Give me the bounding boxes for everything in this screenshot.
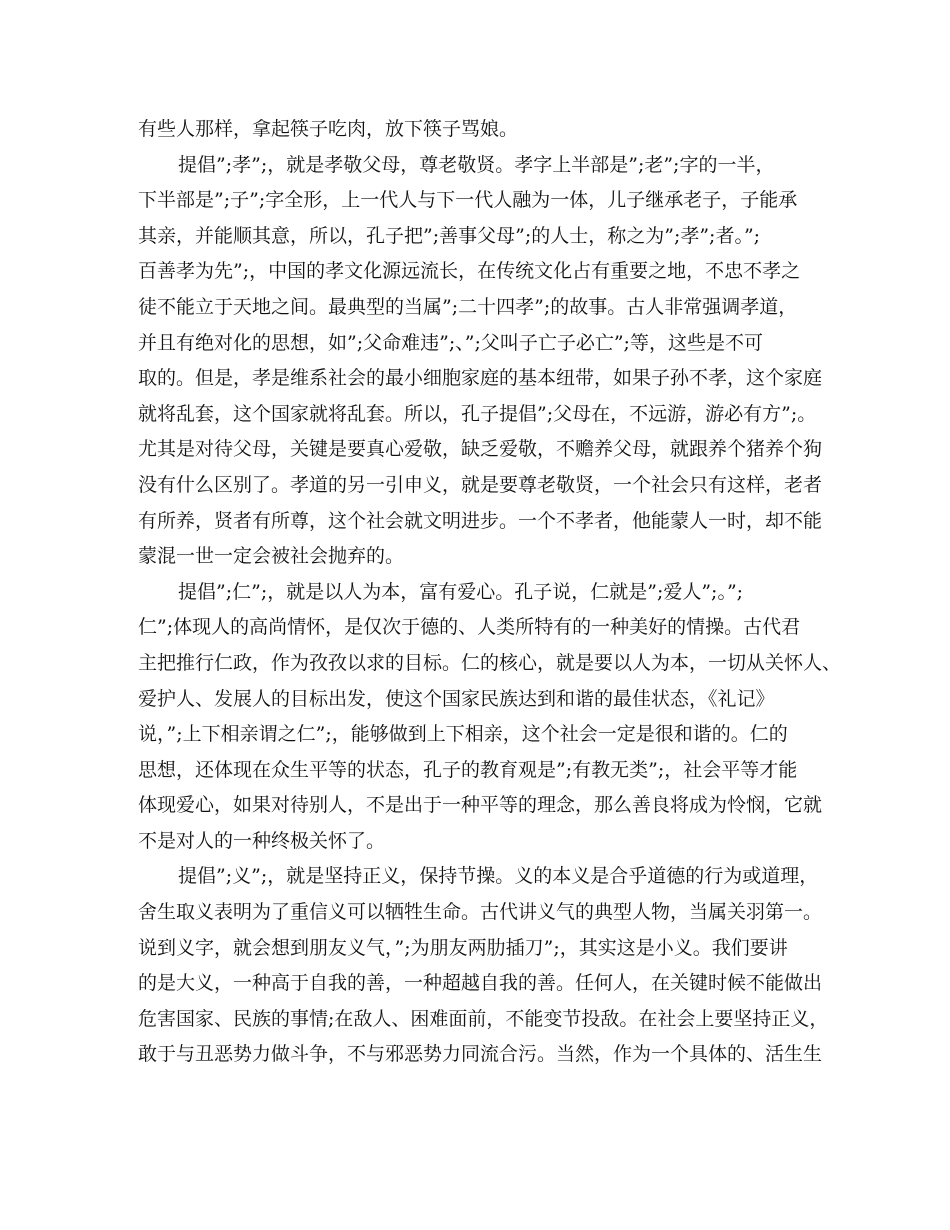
text-line: 没有什么区别了。孝道的另一引申义，就是要尊老敬贤，一个社会只有这样，老者 [138, 473, 823, 496]
paragraph [138, 148, 823, 575]
text-line: 尤其是对待父母，关键是要真心爱敬，缺乏爱敬，不赡养父母，就跟养个猪养个狗 [138, 438, 823, 461]
text-line: 的是大义，一种高于自我的善，一种超越自我的善。任何人，在关键时候不能做出 [138, 972, 823, 995]
text-line: 敢于与丑恶势力做斗争，不与邪恶势力同流合污。当然，作为一个具体的、活生生 [138, 1043, 823, 1066]
text-line: 仁”;体现人的高尚情怀，是仅次于德的、人类所特有的一种美好的情操。古代君 [138, 616, 801, 639]
text-line: 百善孝为先”;，中国的孝文化源远流长，在传统文化占有重要之地，不忠不孝之 [138, 260, 801, 283]
text-line: 说，”;上下相亲谓之仁”;，能够做到上下相亲，这个社会一定是很和谐的。仁的 [138, 723, 788, 746]
text-line: 取的。但是，孝是维系社会的最小细胞家庭的基本纽带，如果子孙不孝，这个家庭 [138, 367, 823, 390]
text-line: 提倡”;孝”;，就是孝敬父母，尊老敬贤。孝字上半部是”;老”;字的一半， [178, 153, 775, 176]
text-line: 提倡”;义”;，就是坚持正义，保持节操。义的本义是合乎道德的行为或道理， [178, 865, 819, 888]
text-line: 有所养，贤者有所尊，这个社会就文明进步。一个不孝者，他能蒙人一时，却不能 [138, 509, 823, 532]
paragraph [138, 112, 818, 148]
text-line: 有些人那样，拿起筷子吃肉，放下筷子骂娘。 [138, 118, 519, 140]
text-line: 就将乱套，这个国家就将乱套。所以，孔子提倡”;父母在，不远游，游必有方”;。 [138, 402, 817, 425]
text-line: 徒不能立于天地之间。最典型的当属”;二十四孝”;的故事。古人非常强调孝道， [138, 295, 798, 318]
text-line: 体现爱心，如果对待别人，不是出于一种平等的理念，那么善良将成为怜悯，它就 [138, 794, 823, 817]
text-line: 思想，还体现在众生平等的状态，孔子的教育观是”;有教无类”;，社会平等才能 [138, 758, 798, 781]
text-line: 并且有绝对化的思想，如”;父命难违”;、”;父叫子亡子必亡”;等，这些是不可 [138, 331, 763, 354]
text-line: 蒙混一世一定会被社会抛弃的。 [138, 545, 405, 568]
text-line: 主把推行仁政，作为孜孜以求的目标。仁的核心，就是要以人为本，一切从关怀人、 [138, 651, 842, 674]
text-line: 爱护人、发展人的目标出发，使这个国家民族达到和谐的最佳状态，《礼记》 [138, 687, 775, 710]
text-line: 下半部是”;子”;字全形，上一代人与下一代人融为一体，儿子继承老子，子能承 [138, 189, 798, 212]
text-line: 其亲，并能顺其意，所以，孔子把”;善事父母”;的人士，称之为”;孝”;者。”; [138, 224, 761, 247]
text-line: 不是对人的一种终极关怀了。 [138, 829, 386, 852]
text-line: 舍生取义表明为了重信义可以牺牲生命。古代讲义气的典型人物，当属关羽第一。 [138, 901, 823, 924]
text-line: 说到义字，就会想到朋友义气，”;为朋友两肋插刀”;，其实这是小义。我们要讲 [138, 936, 788, 959]
paragraph [138, 575, 842, 860]
text-line: 提倡”;仁”;，就是以人为本，富有爱心。孔子说，仁就是”;爱人”;。”; [178, 580, 744, 603]
paragraph [138, 859, 829, 1073]
document-body [138, 112, 842, 1073]
text-line: 危害国家、民族的事情;在敌人、困难面前，不能变节投敌。在社会上要坚持正义， [138, 1007, 829, 1030]
